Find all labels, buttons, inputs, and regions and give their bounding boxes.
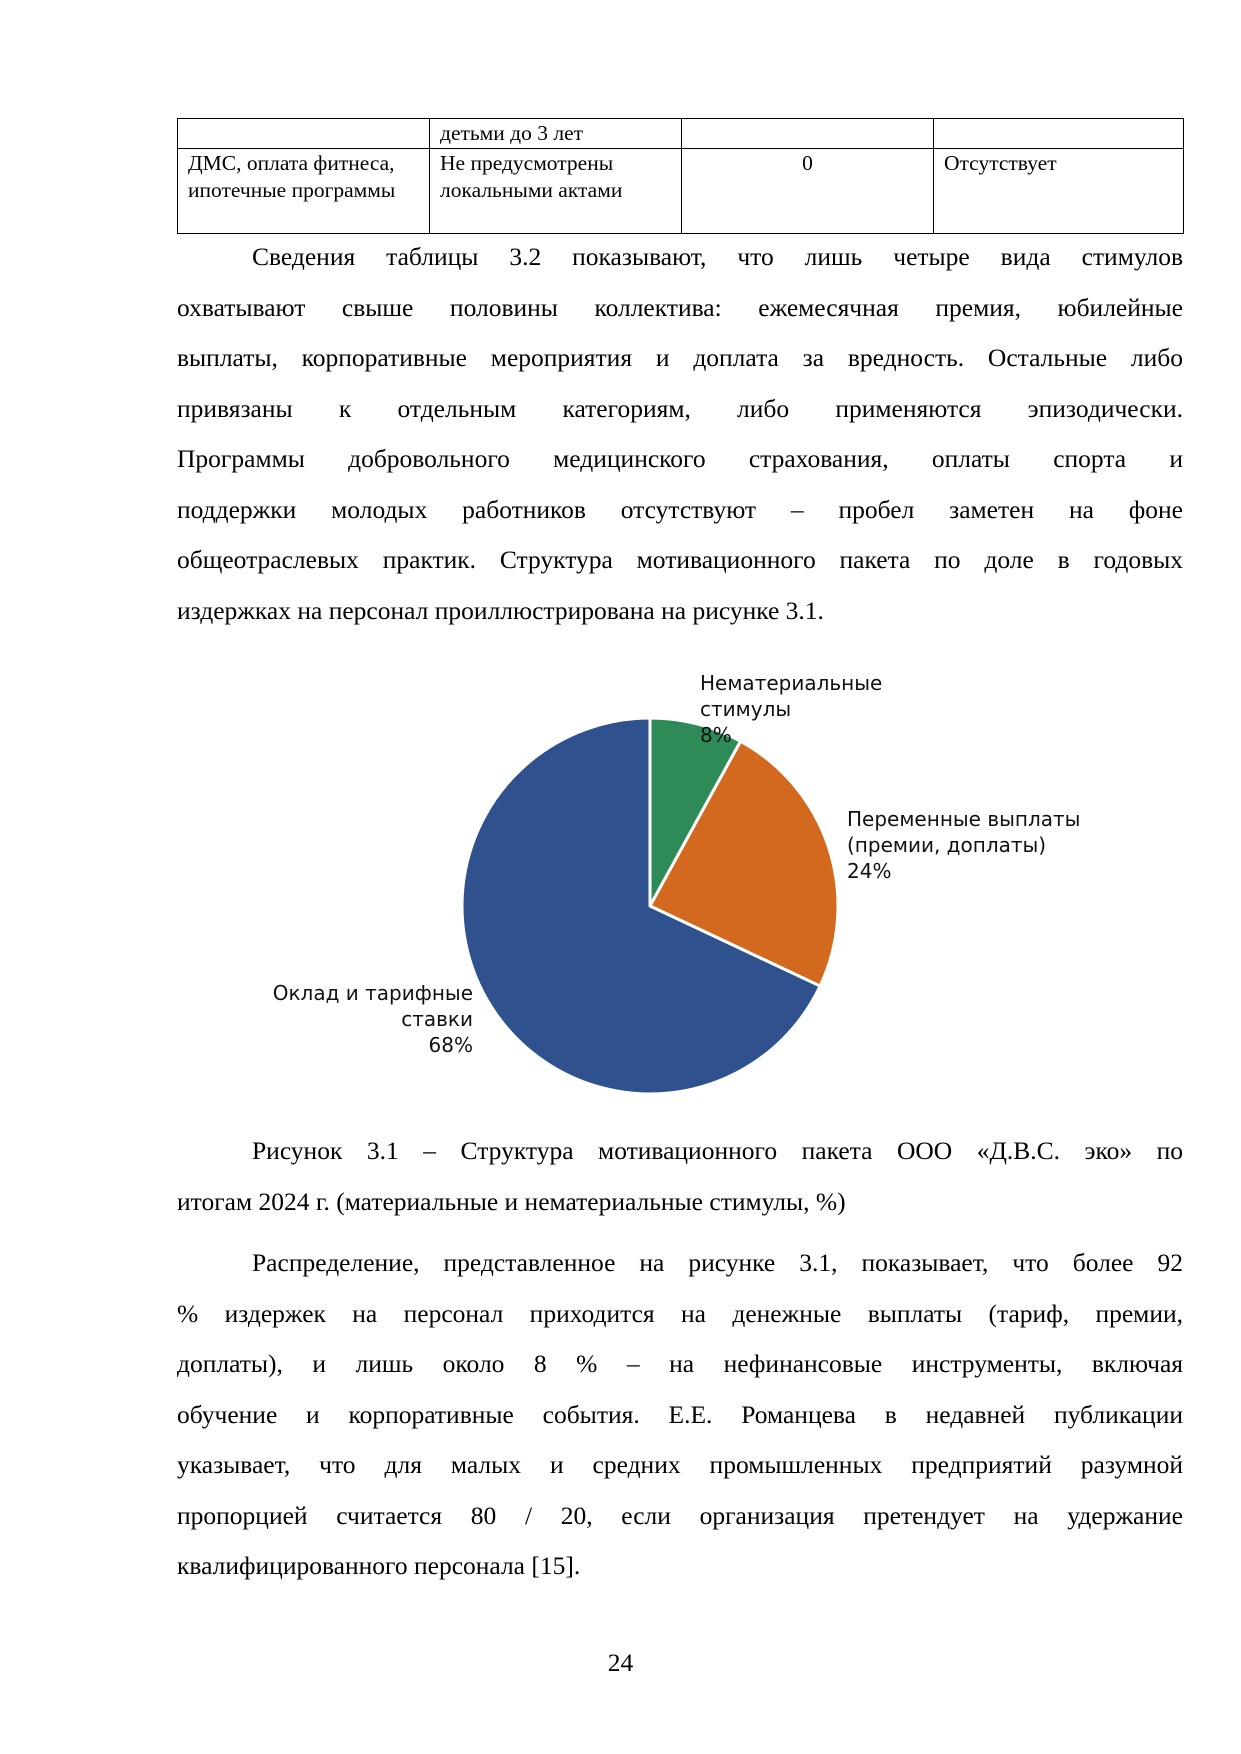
- paragraph-distribution: [177, 1238, 1183, 1592]
- text-line: привязаны к отдельным категориям, либо применяются эпизодически.: [177, 393, 1183, 423]
- table-row: [178, 119, 1184, 149]
- table-cell: детьми до 3 лет: [430, 119, 682, 149]
- table-cell: Не предусмотрены локальными актами: [430, 149, 682, 234]
- slice-label-variable-payments: Переменные выплаты (премии, доплаты) 24%: [847, 807, 1081, 883]
- slice-label-salary-and-tariff-rates: Оклад и тарифные ставки 68%: [272, 981, 473, 1057]
- table-cell: Отсутствует: [934, 149, 1184, 234]
- text-line: обучение и корпоративные события. Е.Е. Романцева в недавней публикации: [177, 1399, 1183, 1429]
- page-number: 24: [607, 1648, 634, 1677]
- table-cell: 0: [682, 149, 934, 234]
- table-row: [178, 149, 1184, 234]
- text-line: указывает, что для малых и средних промышленных предприятий разумной: [177, 1450, 1183, 1479]
- text-line: итогам 2024 г. (материальные и нематериальные стимулы, %): [177, 1186, 846, 1216]
- figure-caption: [177, 1126, 1183, 1227]
- table-cell: [682, 119, 934, 149]
- text-line: доплаты), и лишь около 8 % – на нефинансовые инструменты, включая: [177, 1349, 1183, 1378]
- text-line: общеотраслевых практик. Структура мотивационного пакета по доле в годовых: [177, 545, 1183, 574]
- slice-label-intangible-incentives: Нематериальные стимулы 8%: [700, 671, 883, 747]
- text-line: Программы добровольного медицинского страхования, оплаты спорта и: [177, 444, 1183, 473]
- motivation-package-pie-chart: [230, 660, 1130, 1110]
- text-line: % издержек на персонал приходится на денежные выплаты (тариф, премии,: [177, 1298, 1183, 1328]
- text-line: охватывают свыше половины коллектива: ежемесячная премия, юбилейные: [177, 292, 1183, 322]
- incentives-table: [177, 118, 1184, 234]
- text-line: Распределение, представленное на рисунке 3.1, показывает, что более 92: [252, 1248, 1183, 1277]
- table-cell: [178, 119, 430, 149]
- text-line: поддержки молодых работников отсутствуют – пробел заметен на фоне: [177, 494, 1183, 524]
- text-line: Рисунок 3.1 – Структура мотивационного пакета ООО «Д.В.С. эко» по: [252, 1136, 1183, 1165]
- text-line: квалифицированного персонала [15].: [177, 1551, 581, 1580]
- text-line: пропорцией считается 80 / 20, если организация претендует на удержание: [177, 1500, 1183, 1530]
- text-line: Сведения таблицы 3.2 показывают, что лишь четыре вида стимулов: [252, 242, 1183, 271]
- text-line: выплаты, корпоративные мероприятия и доплата за вредность. Остальные либо: [177, 343, 1183, 372]
- table-cell: ДМС, оплата фитнеса, ипотечные программы: [178, 149, 430, 234]
- text-line: издержках на персонал проиллюстрирована на рисунке 3.1.: [177, 595, 824, 625]
- paragraph-table-summary: [177, 232, 1183, 636]
- table-cell: [934, 119, 1184, 149]
